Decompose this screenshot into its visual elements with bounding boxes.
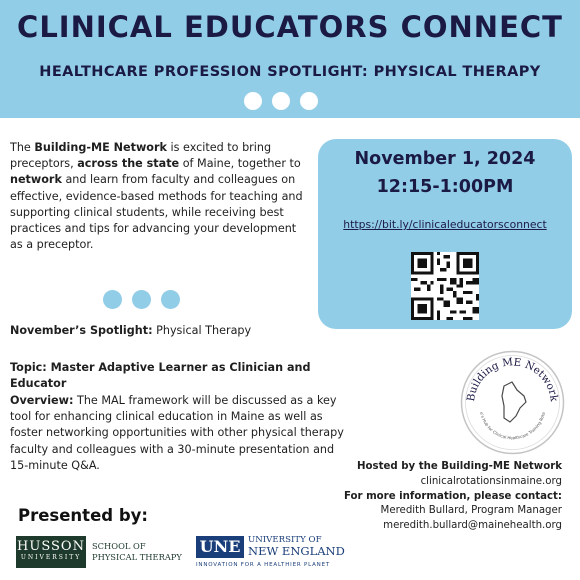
husson-school-name: [92, 541, 182, 563]
decorative-dots: [244, 92, 318, 110]
spotlight-label: November’s Spotlight:: [10, 324, 153, 337]
une-name-line-1: UNIVERSITY OF: [248, 535, 322, 545]
contact-email-link[interactable]: meredith.bullard@mainehealth.org: [383, 520, 562, 532]
dot-icon: [103, 290, 122, 309]
spotlight-value: Physical Therapy: [152, 324, 252, 337]
spotlight-line: [10, 323, 330, 339]
registration-link[interactable]: https://bit.ly/clinicaleducatorsconnect: [343, 218, 547, 231]
husson-school-line-2: PHYSICAL THERAPY: [92, 552, 182, 562]
topic-label: Topic: Master Adaptive Learner as Clinician and Educator: [10, 361, 311, 390]
intro-paragraph: [10, 140, 310, 253]
qr-code-icon[interactable]: [411, 252, 479, 320]
overview-paragraph: [10, 393, 350, 474]
page-subtitle: HEALTHCARE PROFESSION SPOTLIGHT: PHYSICAL THERAPY: [39, 64, 541, 80]
host-website-link[interactable]: clinicalrotationsinmaine.org: [420, 475, 562, 487]
overview-label: Overview:: [10, 394, 74, 407]
event-time: 12:15-1:00PM: [376, 177, 514, 197]
topic-line: [10, 360, 370, 392]
event-date: November 1, 2024: [354, 149, 536, 169]
intro-text: is excited to bring preceptors,: [10, 141, 272, 171]
dot-icon: [272, 92, 290, 110]
dot-icon: [161, 290, 180, 309]
intro-text: The: [10, 141, 35, 154]
svg-text:Maine’s Hub for Clinical Healt: e’s Hub for Clinical Healthcare Training Rota: [479, 411, 546, 441]
header-banner: [0, 0, 580, 118]
une-name-line-2: NEW ENGLAND: [248, 544, 345, 558]
building-me-network-seal-logo: [460, 350, 565, 455]
presented-by-heading: Presented by:: [18, 506, 148, 525]
intro-bold-across-state: across the state: [77, 157, 180, 171]
intro-text: of Maine, together to: [179, 157, 301, 171]
svg-text:Building ME Network: Building ME Network: [464, 356, 560, 403]
intro-text: and learn from faculty and colleagues on effective, evidence-based methods for teaching and supporting clinical students, while receiving best practices and tips for advancing your development as a preceptor.: [10, 173, 303, 252]
une-tagline: INNOVATION FOR A HEALTHIER PLANET: [196, 562, 331, 568]
husson-school-line-1: SCHOOL OF: [92, 541, 146, 551]
event-card: [318, 139, 572, 329]
dot-icon: [244, 92, 262, 110]
une-logo: UNE: [196, 536, 244, 558]
husson-university-logo: [16, 536, 86, 568]
husson-wordmark: HUSSON: [17, 539, 85, 554]
dot-icon: [132, 290, 151, 309]
contact-name: Meredith Bullard, Program Manager: [380, 505, 562, 517]
une-university-name: [248, 535, 345, 557]
overview-text: The MAL framework will be discussed as a key tool for enhancing clinical education in Maine as well as foster networking opportunities with other physical therapy faculty and colleagues with a 30-minute presentation and 15-minute Q&A.: [10, 394, 344, 472]
more-info-label: For more information, please contact:: [343, 490, 562, 502]
intro-bold-network: network: [10, 173, 62, 187]
husson-university-text: UNIVERSITY: [20, 554, 82, 561]
decorative-dots: [103, 290, 180, 309]
hosted-by: Hosted by the Building-ME Network: [357, 461, 562, 472]
host-contact-block: [302, 460, 562, 534]
page-title: CLINICAL EDUCATORS CONNECT: [17, 10, 563, 44]
intro-bold-network-name: Building-ME Network: [34, 141, 167, 154]
dot-icon: [300, 92, 318, 110]
